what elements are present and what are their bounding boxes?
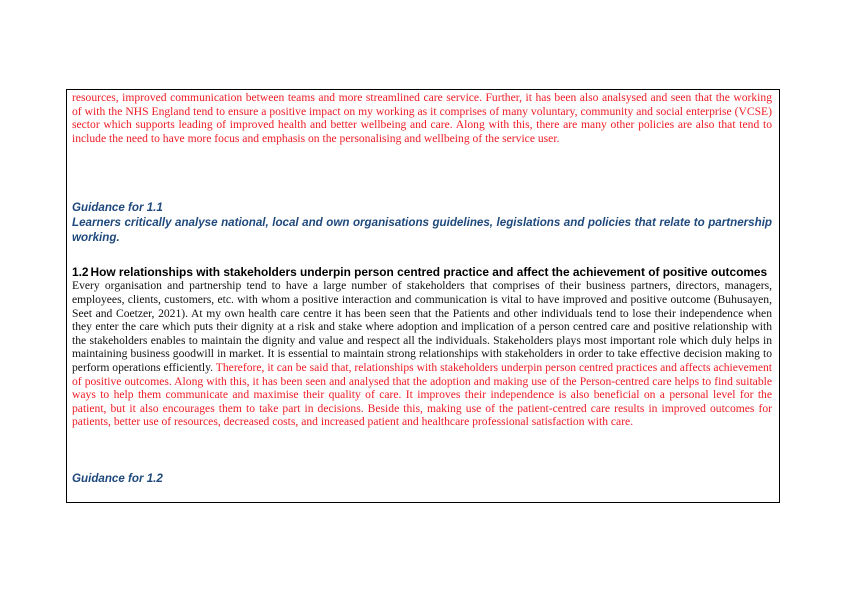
section-heading-text: How relationships with stakeholders underpin person centred practice and affect the achievement of positive outcomes xyxy=(90,265,768,280)
section-1-2-body-red: Therefore, it can be said that, relationships with stakeholders underpin person centred practices and affects achievement of positive outcomes. Along with this, it has been seen and analysed that the adoption and making use of the Person-centred care helps to find suitable ways to help them communicate and maximise their quality of care. It improves their independence is also beneficial on a personal level for the patient, but it also encourages them to take part in decisions. Beside this, making use of the patient-centred care results in improved outcomes for patients, better use of resources, decreased costs, and increased patient and healthcare professional satisfaction with care. xyxy=(72,360,772,429)
section-1-2-body-black: Every organisation and partnership tend to have a large number of stakeholders that comprises of their business partners, directors, managers, employees, clients, customers, etc. with whom a positive interaction and communication is vital to have improved and positive outcome (Buhusayen, Seet and Coetzer, 2021). At my own health care centre it has been seen that the Patients and other individuals tend to lose their independence when they enter the care which puts their dignity at a risk and stake where adoption and implication of a person centred care and positive relationship with the stakeholders enables to maintain the dignity and value and respect all the individuals. Stakeholders plays most important role which duly helps in maintaining business goodwill in market. It is essential to maintain strong relationships with stakeholders in order to take effective decision making to perform operations efficiently. xyxy=(72,279,772,374)
section-1-1-continued-paragraph: resources, improved communication between teams and more streamlined care service. Further, it has been also analsysed and seen that the working of with the NHS England tend to ensure a positive impact on my working as it comprises of many voluntary, community and social enterprise (VCSE) sector which supports leading of improved health and better wellbeing and care. Along with this, there are many other policies are also that tend to include the need to have more focus and emphasis on the personalising and wellbeing of the service user. xyxy=(72,91,772,145)
spacer xyxy=(72,245,772,265)
section-1-2-heading xyxy=(72,265,772,279)
spacer xyxy=(72,145,772,201)
section-1-2-body xyxy=(72,279,772,429)
cell-content xyxy=(72,90,772,486)
guidance-1-2-title: Guidance for 1.2 xyxy=(72,471,163,485)
content-table-cell xyxy=(66,89,780,503)
section-number: 1.2 xyxy=(72,265,89,280)
spacer xyxy=(72,429,772,472)
guidance-1-1-title: Guidance for 1.1 xyxy=(72,201,163,215)
guidance-1-1-text: Learners critically analyse national, local and own organisations guidelines, legislations and policies that relate to partnership working. xyxy=(72,216,772,245)
